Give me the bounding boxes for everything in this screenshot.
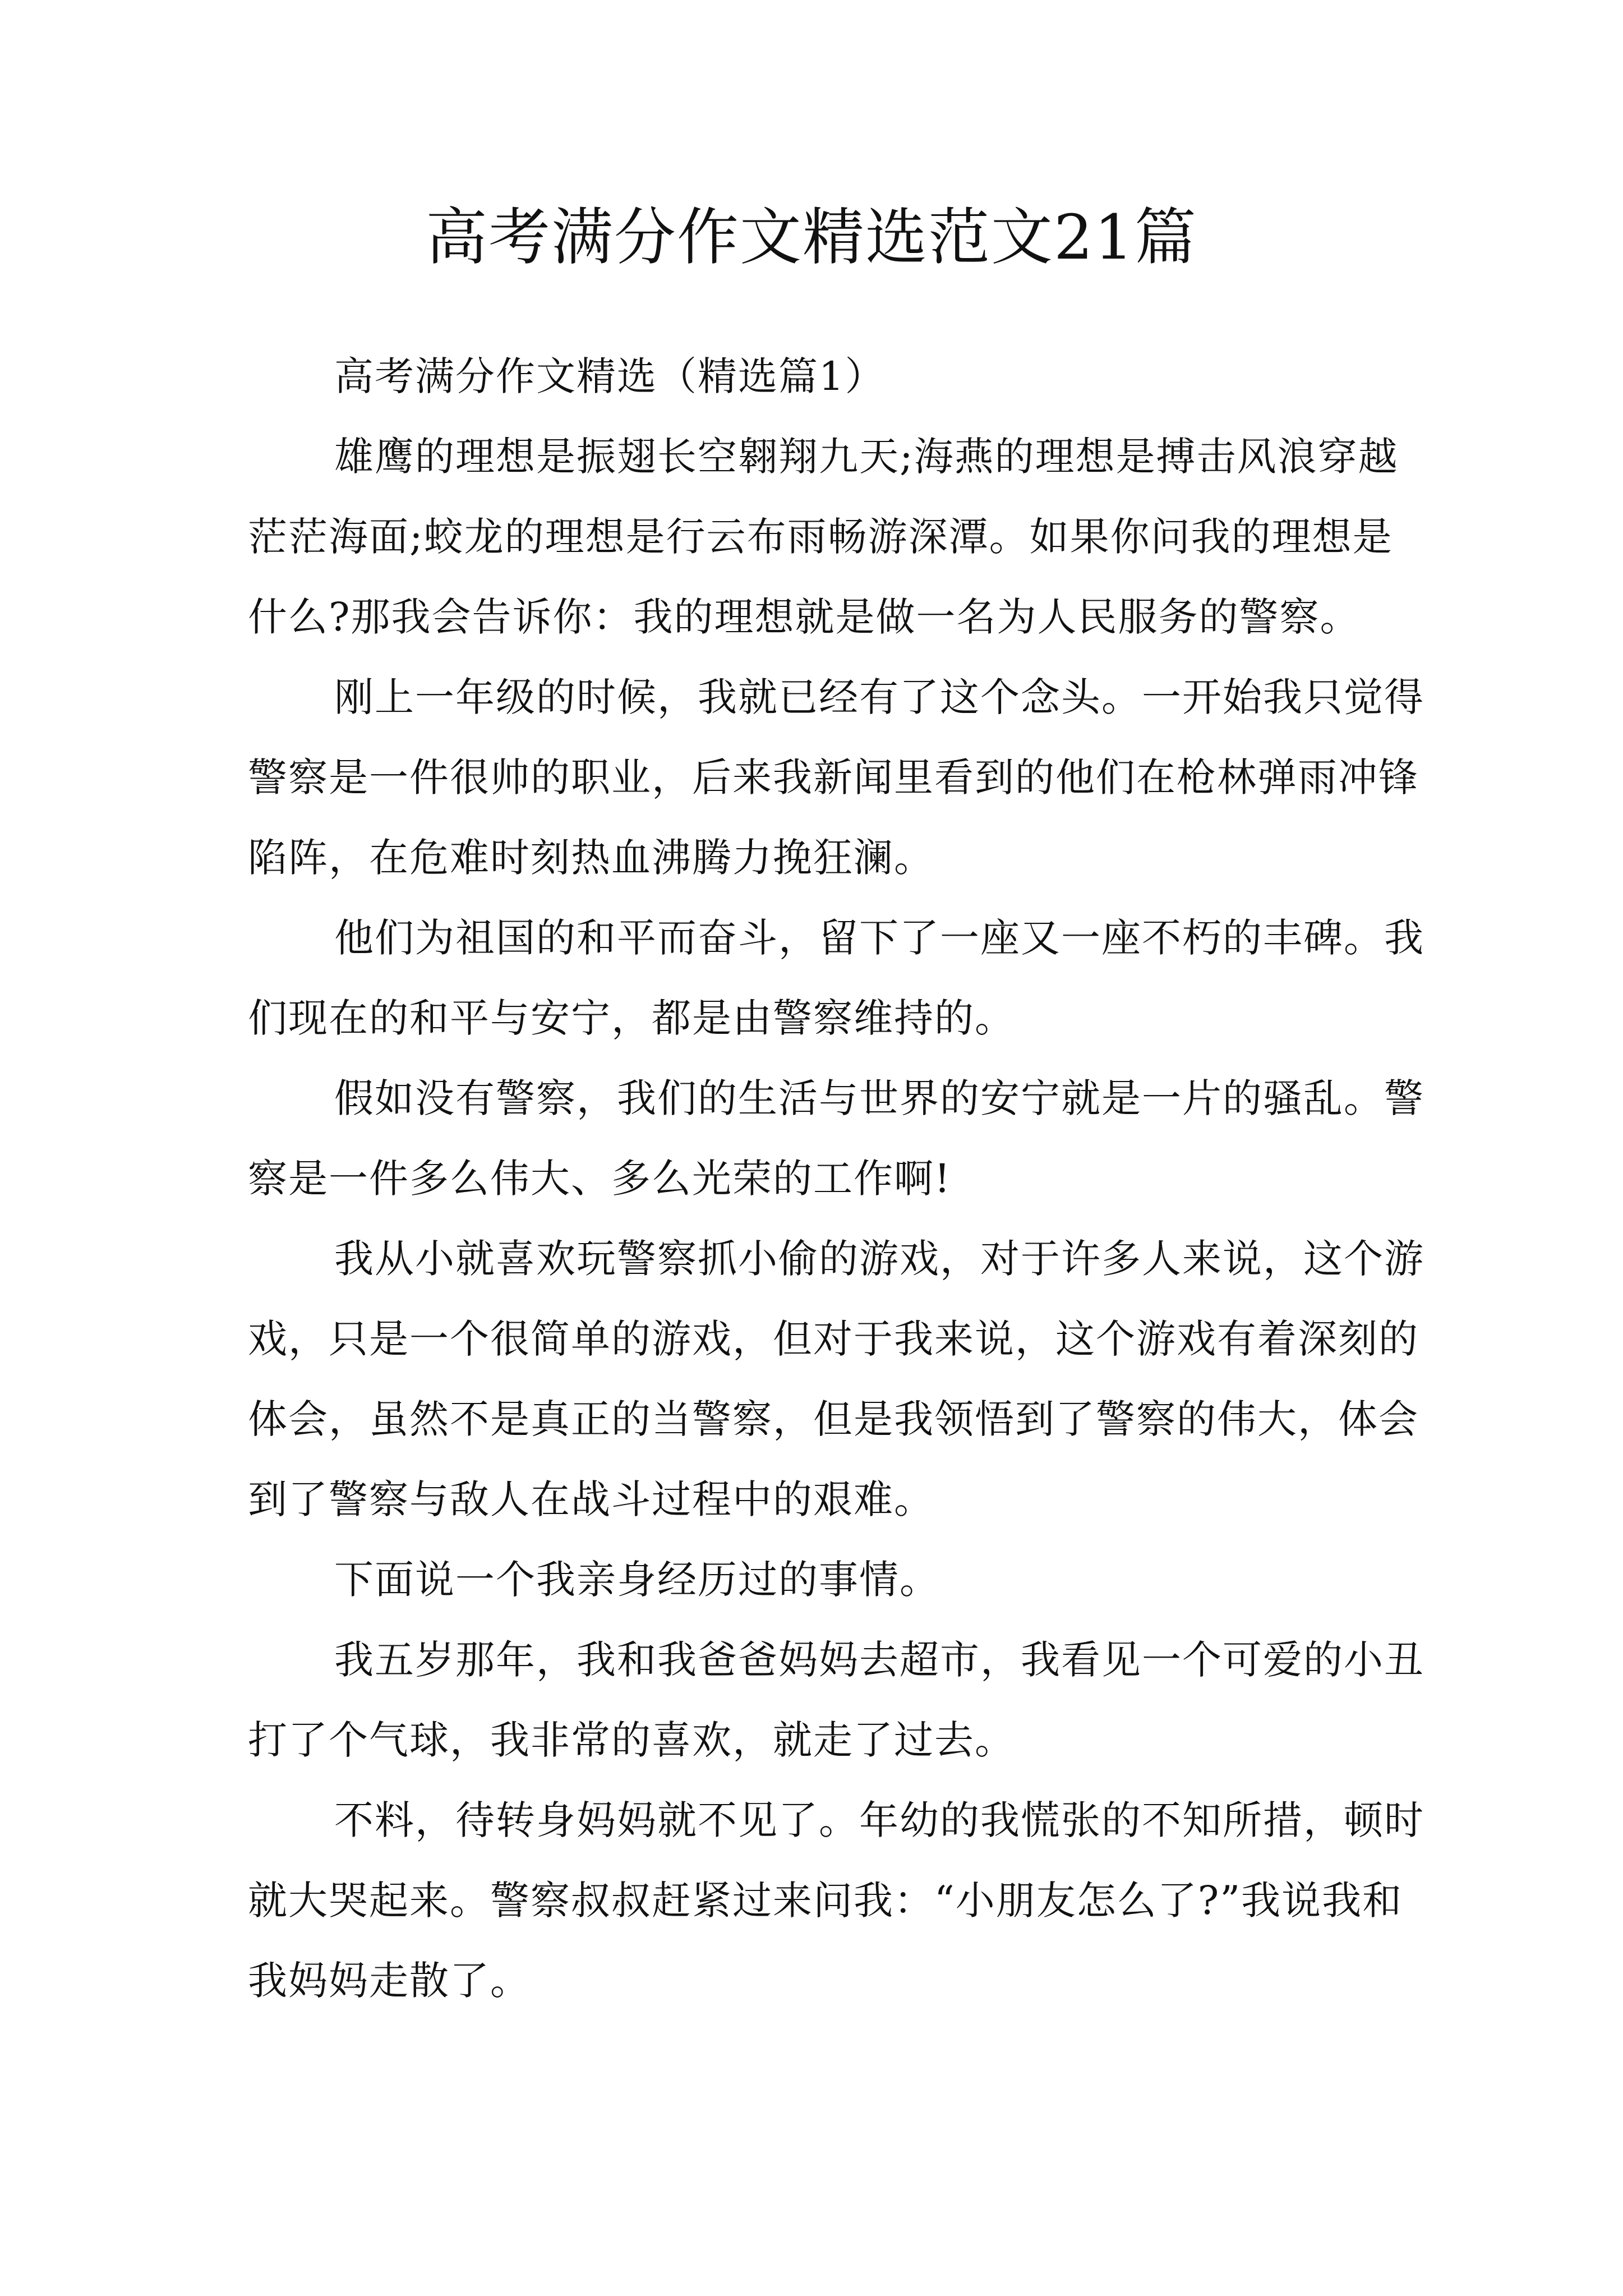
document-body <box>248 337 1426 2021</box>
paragraph-1: 雄鹰的理想是振翅长空翱翔九天;海燕的理想是搏击风浪穿越茫茫海面;蛟龙的理想是行云布雨畅游深潭。如果你问我的理想是什么?那我会告诉你：我的理想就是做一名为人民服务的警察。 <box>248 434 1399 640</box>
paragraph-8: 不料，待转身妈妈就不见了。年幼的我慌张的不知所措，顿时就大哭起来。警察叔叔赶紧过来问我：“小朋友怎么了?”我说我和我妈妈走散了。 <box>248 1797 1424 2004</box>
section-heading: 高考满分作文精选（精选篇1） <box>334 353 886 399</box>
paragraph-4: 假如没有警察，我们的生活与世界的安宁就是一片的骚乱。警察是一件多么伟大、多么光荣的工作啊! <box>248 1075 1424 1202</box>
paragraph-6: 下面说一个我亲身经历过的事情。 <box>334 1557 940 1603</box>
document-title: 高考满分作文精选范文21篇 <box>426 201 1197 273</box>
paragraph-5: 我从小就喜欢玩警察抓小偷的游戏，对于许多人来说，这个游戏，只是一个很简单的游戏，但对于我来说，这个游戏有着深刻的体会，虽然不是真正的当警察，但是我领悟到了警察的伟大，体会到了警察与敌人在战斗过程中的艰难。 <box>248 1236 1424 1522</box>
paragraph-3: 他们为祖国的和平而奋斗，留下了一座又一座不朽的丰碑。我们现在的和平与安宁，都是由警察维持的。 <box>248 915 1424 1041</box>
paragraph-2: 刚上一年级的时候，我就已经有了这个念头。一开始我只觉得警察是一件很帅的职业，后来我新闻里看到的他们在枪林弹雨冲锋陷阵，在危难时刻热血沸腾力挽狂澜。 <box>248 674 1424 881</box>
paragraph-7: 我五岁那年，我和我爸爸妈妈去超市，我看见一个可爱的小丑打了个气球，我非常的喜欢，就走了过去。 <box>248 1637 1424 1763</box>
